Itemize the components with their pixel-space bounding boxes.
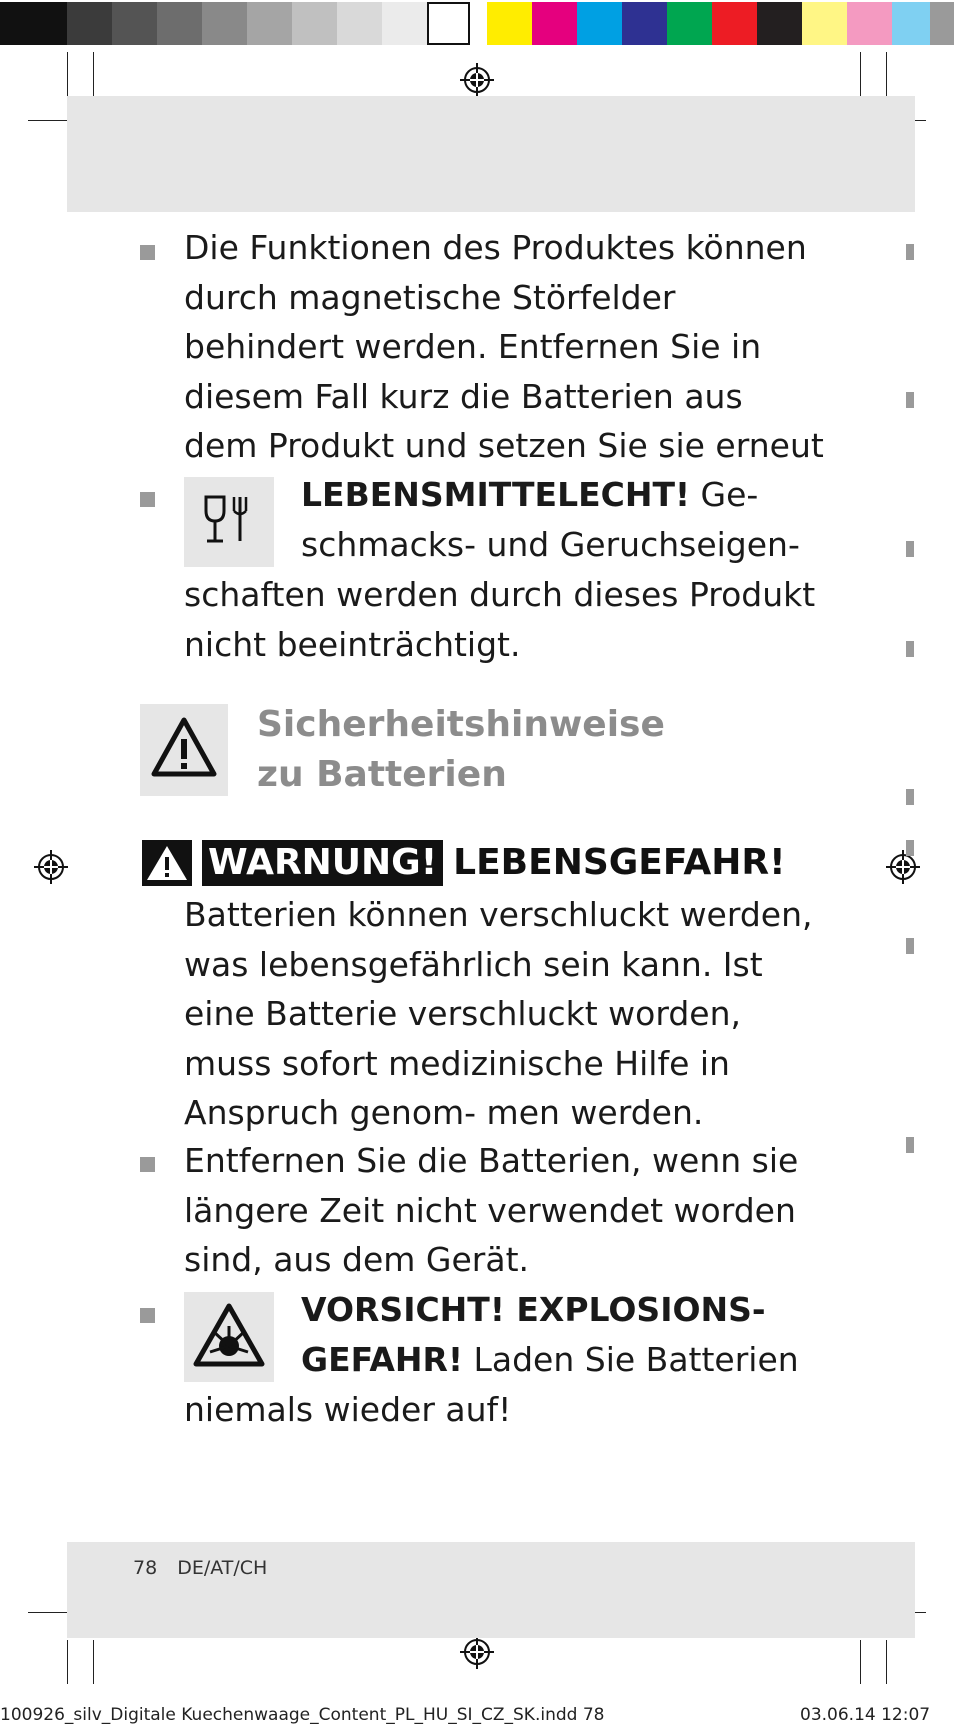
gray-swatch [337, 2, 382, 45]
margin-mark [906, 641, 914, 657]
margin-mark [906, 244, 914, 260]
explosion-rest: niemals wieder auf! [184, 1390, 512, 1429]
explosion-line1: VORSICHT! EXPLOSIONS- [301, 1290, 766, 1329]
food-safe-bold: LEBENSMITTELECHT! [301, 475, 691, 514]
gray-swatch [22, 2, 67, 45]
gray-swatch [112, 2, 157, 45]
crop-mark [860, 52, 861, 96]
section-heading-line2: zu Batterien [257, 754, 507, 795]
food-safe-line1-rest: Ge- [690, 475, 759, 514]
process-swatch [847, 2, 892, 45]
process-swatch [802, 2, 847, 45]
gray-swatch [292, 2, 337, 45]
section-heading-line1: Sicherheitshinweise [257, 704, 665, 745]
section-warning-icon-box [140, 704, 228, 796]
gray-swatch [67, 2, 112, 45]
explosion-bold2: GEFAHR! [301, 1340, 464, 1379]
crop-mark [93, 52, 94, 96]
warning-triangle-icon [140, 704, 228, 796]
warning-label: WARNUNG! [202, 840, 443, 886]
crop-mark [67, 52, 68, 96]
header-band [67, 96, 915, 212]
process-swatch [757, 2, 802, 45]
white-swatch [427, 2, 470, 45]
food-safe-icon [184, 477, 274, 567]
margin-mark [906, 1137, 914, 1153]
registration-mark-icon [886, 850, 920, 884]
process-swatch [930, 2, 954, 45]
food-safe-line2: schmacks- und Geruchseigen- [301, 525, 800, 564]
crop-mark [93, 1640, 94, 1684]
warning-line [142, 837, 786, 889]
gray-swatch [247, 2, 292, 45]
warning-text: Batterien können verschluckt werden, was lebensgefährlich sein kann. Ist eine Batterie verschluckt worden, muss sofort medizinische Hilfe in Anspruch genom- men werden. [184, 895, 813, 1132]
footer-locale: DE/AT/CH [177, 1557, 268, 1579]
bullet-marker [140, 1308, 155, 1323]
registration-mark-icon [460, 1635, 494, 1669]
process-swatch [532, 2, 577, 45]
slug-date: 03.06.14 12:07 [800, 1705, 931, 1725]
food-safe-line1 [301, 470, 758, 520]
gray-swatch [0, 2, 22, 45]
bullet-marker [140, 492, 155, 507]
warning-title: LEBENSGEFAHR! [453, 842, 786, 883]
crop-mark [860, 1640, 861, 1684]
page-number: 78 [133, 1557, 158, 1579]
page-footer [133, 1557, 287, 1579]
color-calibration-bar [0, 0, 954, 47]
process-swatch [487, 2, 532, 45]
explosion-hazard-icon [184, 1292, 274, 1382]
process-swatch [577, 2, 622, 45]
process-swatch [667, 2, 712, 45]
explosion-line2 [301, 1335, 799, 1385]
warning-badge-icon [142, 840, 192, 886]
section-heading [257, 700, 665, 800]
margin-mark [906, 840, 914, 856]
gray-swatch [157, 2, 202, 45]
slug-filename: 100926_silv_Digitale Kuechenwaage_Content_PL_HU_SI_CZ_SK.indd 78 [0, 1705, 605, 1725]
food-safe-rest: schaften werden durch dieses Produkt nicht beeinträchtigt. [184, 575, 816, 664]
registration-mark-icon [34, 850, 68, 884]
bullet-marker [140, 245, 155, 260]
gray-swatch [382, 2, 427, 45]
bullet-marker [140, 1157, 155, 1172]
process-swatch [892, 2, 930, 45]
process-swatch [622, 2, 667, 45]
margin-mark [906, 392, 914, 408]
paragraph-remove-batteries: Entfernen Sie die Batterien, wenn sie längere Zeit nicht verwendet worden sind, aus dem Gerät. [184, 1141, 799, 1279]
crop-mark [67, 1640, 68, 1684]
margin-mark [906, 938, 914, 954]
explosion-line2-rest: Laden Sie Batterien [463, 1340, 799, 1379]
crop-mark [886, 52, 887, 96]
gray-swatch [202, 2, 247, 45]
crop-mark [886, 1640, 887, 1684]
paragraph-magnetic-interference: Die Funktionen des Produktes können durch magnetische Störfelder behindert werden. Entfernen Sie in diesem Fall kurz die Batterien aus dem Produkt und setzen Sie sie erneut [184, 228, 824, 465]
margin-mark [906, 789, 914, 805]
margin-mark [906, 541, 914, 557]
registration-mark-icon [460, 63, 494, 97]
process-swatch [712, 2, 757, 45]
